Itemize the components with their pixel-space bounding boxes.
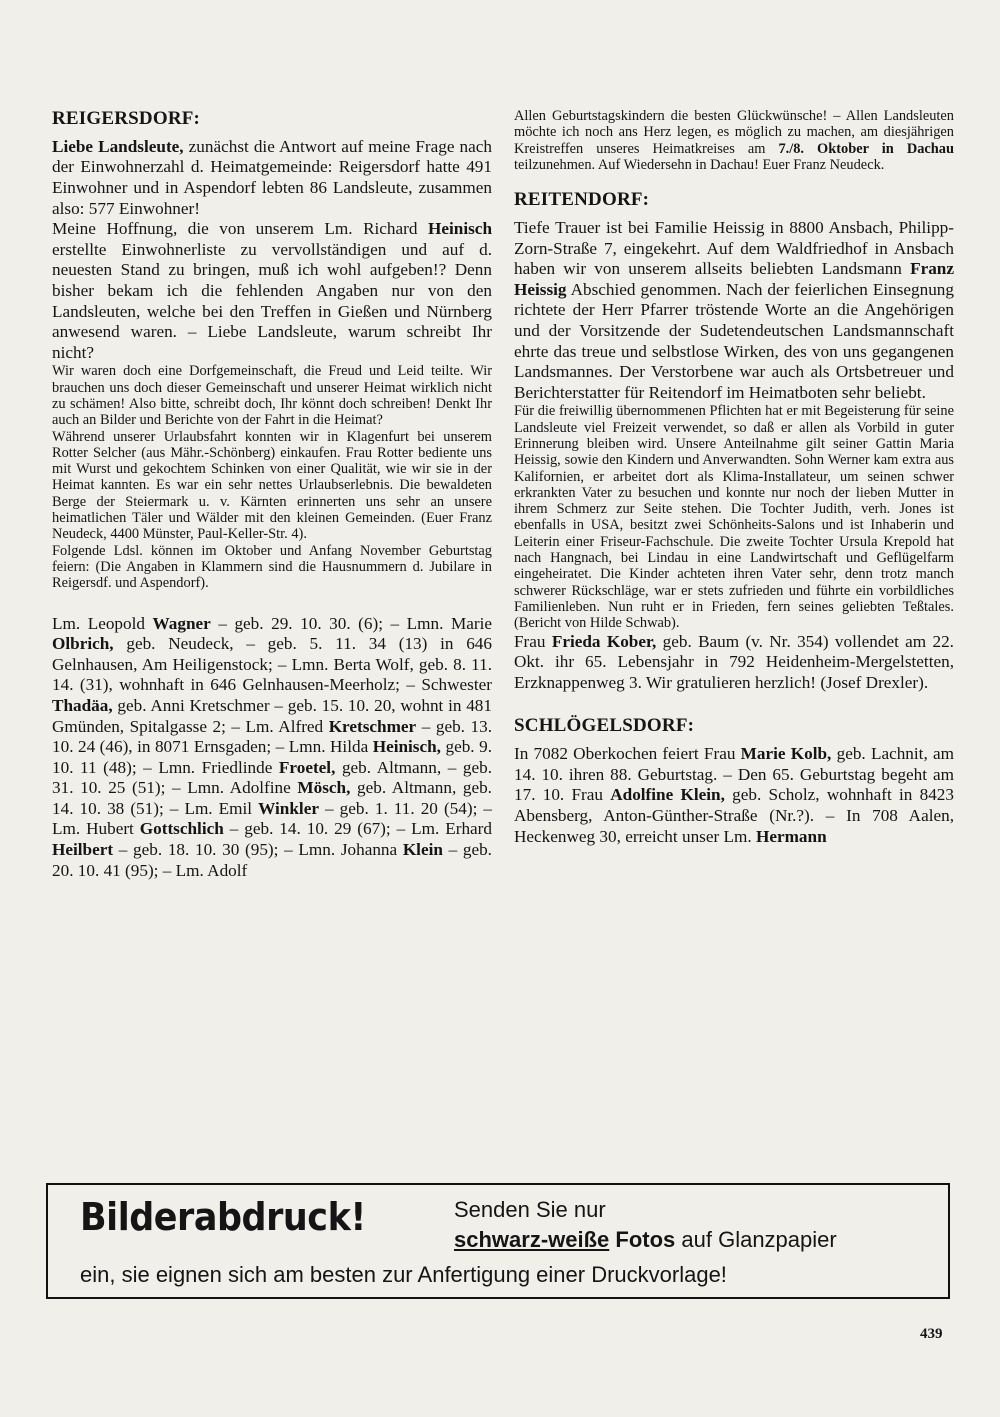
page-number: 439: [920, 1326, 943, 1342]
section-heading-reitendorf: REITENDORF:: [514, 189, 650, 211]
obituary-text-a: Tiefe Trauer ist bei Familie Heissig in 8800 Ansbach, Philipp-Zorn-Straße 7, eingekehrt. Auf dem Waldfriedhof in Ansbach haben wir von unserem allseits beliebten Landsmann: [514, 218, 954, 279]
sd-text-b: geb. Lachnit, am 14. 10. ihren 88. Geburtstag. – Den 65. Geburtstag begeht am 17. 10. Frau: [514, 744, 954, 805]
ad-title: Bilderabdruck!: [80, 1195, 366, 1239]
greetings-paragraph: [514, 108, 954, 173]
obituary-text-b: Abschied genommen. Nach der feierlichen Einsegnung richtete der Herr Pfarrer tröstende Worte an die Angehörigen und der Vorsitzende der Sudetendeutschen Landsmannschaft ehrte das treue und selbstlose Wirken, des von uns gegangenen Landsmannes. Der Verstorbene war auch als Ortsbetreuer und Berichterstatter für Reitendorf im Heimatboten sehr beliebt.: [514, 279, 954, 402]
sd-text-a: In 7082 Oberkochen feiert Frau: [514, 744, 741, 764]
bd-name: Olbrich,: [52, 634, 114, 654]
ad-line-3: ein, sie eignen sich am besten zur Anfertigung einer Druckvorlage!: [80, 1262, 727, 1287]
hope-name: Heinisch: [428, 219, 492, 239]
bd-text: geb. Altmann, – geb. 31. 10. 25 (51); – Lmn. Adolfine: [52, 757, 492, 798]
birthday-list: [52, 614, 492, 882]
bd-name: Heinisch,: [372, 737, 441, 757]
obituary-paragraph: [514, 218, 954, 403]
greetings-text-a: Allen Geburtstagskindern die besten Glückwünsche! – Allen Landsleuten möchte ich noch ans Herz legen, es möglich zu machen, am diesjährigen Kreistreffen unseres Heimatkreises am: [514, 108, 954, 157]
spacer: [514, 173, 954, 189]
sd-name: Hermann: [755, 826, 827, 846]
spacer: [52, 592, 492, 614]
ad-line-2-rest: auf Glanzpapier: [675, 1227, 837, 1252]
bd-text: geb. 9. 10. 11 (48); – Lmn. Friedlinde: [52, 737, 492, 777]
intro-lead: Liebe Landsleute,: [52, 136, 184, 156]
sd-name: Adolfine Klein,: [610, 785, 725, 805]
sd-text-c: geb. Scholz, wohnhaft in 8423 Abensberg, Anton-Günther-Straße (Nr.?). – In 708 Aalen, Heckenweg 30, erreicht unser Lm.: [514, 785, 954, 846]
bd-name: Mösch,: [297, 778, 351, 798]
bd-name: Gottschlich: [139, 819, 224, 839]
section-heading-reigersdorf: REIGERSDORF:: [52, 108, 201, 129]
bd-text: Lm. Leopold: [52, 613, 153, 633]
kober-text-b: geb. Baum (v. Nr. 354) vollendet am 22. Okt. ihr 65. Lebensjahr in 792 Heidenheim-Mergelstetten, Erzknappenweg 3. Wir gratulieren herzlich! (Josef Drexler).: [514, 631, 954, 692]
intro-paragraph: [52, 137, 492, 219]
bd-text: – geb. 14. 10. 29 (67); – Lm. Erhard: [223, 819, 492, 839]
bd-name: Klein: [402, 840, 443, 860]
bd-name: Kretschmer: [328, 716, 417, 736]
hope-paragraph: [52, 219, 492, 363]
hope-text-b: erstellte Einwohnerliste zu vervollständigen und auf d. neuesten Stand zu bringen, muß ich wohl aufgeben!? Denn bisher bekam ich die fehlenden Angaben nur von den Landsleuten, welche bei den Treffen in Gießen und Nürnberg anwesend waren. – Liebe Landsleute, warum schreibt Ihr nicht?: [52, 239, 492, 362]
birthday-intro-paragraph: Folgende Ldsl. können im Oktober und Anfang November Geburtstag feiern: (Die Angaben in Klammern sind die Hausnummern d. Jubilare in Reigersdf. und Aspendorf).: [52, 542, 492, 592]
bd-name: Winkler: [258, 798, 319, 818]
right-column: [514, 108, 954, 847]
bd-text: geb. Altmann, geb. 14. 10. 38 (51); – Lm. Emil: [52, 778, 492, 818]
photo-advertisement-box: [46, 1183, 950, 1299]
bd-name: Wagner: [152, 613, 211, 633]
obituary-details-paragraph: Für die freiwillig übernommenen Pflichten hat er mit Begeisterung für seine Landsleute viel Freizeit verwendet, so daß er allen als Vorbild in guter Erinnerung bleiben wird. Unsere Anteilnahme gilt seiner Gattin Maria Heissig, sowie den Kindern und Anverwandten. Sohn Werner kam extra aus Kalifornien, er arbeitet dort als Klima-Installateur, um seinen schwer erkrankten Vater zu besuchen und konnte nur noch der lieben Mutter in ihrem Schmerz zur Seite stehen. Die Tochter Judith, verh. Jones ist ebenfalls in USA, besitzt zwei Schönheits-Salons und ist Inhaberin und Leiterin einer Friseur-Fachschule. Die zweite Tochter Ursula Krepold hat nach Hangnach, bei Lindau in eine Landwirtschaft und Geflügelfarm eingeheiratet. Die Kinder achteten ihren Vater sehr, denn trotz manch schwerer Rückschläge, war er stets zufrieden und führte ein vorbildliches Familienleben. Nun ruht er in Frieden, fern seines geliebten Teßtales. (Bericht von Hilde Schwab).: [514, 403, 954, 632]
ad-line-2: [454, 1227, 837, 1253]
schloegelsdorf-paragraph: [514, 744, 954, 847]
ad-bold-text: Fotos: [609, 1227, 676, 1252]
bd-text: – geb. 1. 11. 20 (54); – Lm. Hubert: [52, 798, 493, 839]
section-heading-schloegelsdorf: SCHLÖGELSDORF:: [514, 715, 695, 737]
bd-name: Heilbert: [52, 840, 114, 860]
meeting-date: 7./8. Oktober in Dachau: [778, 140, 954, 157]
vacation-paragraph: Während unserer Urlaubsfahrt konnten wir in Klagenfurt bei unserem Rotter Selcher (aus Mähr.-Schönberg) einkaufen. Frau Rotter bediente uns mit Wurst und gekochtem Schinken von einer Qualität, wie wir sie in der Heimat kannten. Es war ein sehr nettes Urlaubserlebnis. Die bewaldeten Berge der Steiermark u. v. Kärnten erinnerten uns sehr an unsere heimatlichen Täler und Wälder mit den kleinen Gemeinden. (Euer Franz Neudeck, 4400 Münster, Paul-Keller-Str. 4).: [52, 428, 492, 543]
obituary-name: Franz Heissig: [514, 259, 954, 299]
bd-text: geb. Neudeck, – geb. 5. 11. 34 (13) in 646 Gelnhausen, Am Heiligenstock; – Lmn. Berta Wolf, geb. 8. 11. 14. (31), wohnhaft in 646 Gelnhausen-Meerholz; – Schwester: [52, 634, 492, 695]
greetings-text-b: teilzunehmen. Auf Wiedersehn in Dachau! Euer Franz Neudeck.: [514, 156, 885, 173]
bd-name: Thadäa,: [52, 695, 113, 715]
sd-name: Marie Kolb,: [740, 744, 832, 764]
bd-text: – geb. 20. 10. 41 (95); – Lm. Adolf: [52, 840, 492, 880]
ad-line-1: Senden Sie nur: [454, 1197, 606, 1222]
kober-paragraph: [514, 632, 954, 694]
left-column: [52, 108, 492, 881]
bd-text: – geb. 29. 10. 30. (6); – Lmn. Marie: [210, 613, 492, 633]
hope-text-a: Meine Hoffnung, die von unserem Lm. Richard: [52, 219, 429, 239]
kober-name: Frieda Kober,: [551, 631, 657, 651]
intro-text: zunächst die Antwort auf meine Frage nach der Einwohnerzahl d. Heimatgemeinde: Reigersdorf hatte 491 Einwohner und in Aspendorf lebten 86 Landsleute, zusammen also: 577 Einwohner!: [52, 136, 492, 218]
spacer: [514, 693, 954, 715]
ad-underlined-text: schwarz-weiße: [454, 1227, 610, 1252]
bd-text: – geb. 18. 10. 30 (95); – Lmn. Johanna: [113, 840, 403, 860]
bd-name: Froetel,: [278, 757, 336, 777]
bd-text: geb. Anni Kretschmer – geb. 15. 10. 20, wohnt in 481 Gmünden, Spitalgasse 2; – Lm. Alfred: [52, 695, 492, 736]
kober-text-a: Frau: [514, 631, 552, 651]
community-paragraph: Wir waren doch eine Dorfgemeinschaft, die Freud und Leid teilte. Wir brauchen uns doch dieser Gemeinschaft und unserer Heimat wirklich nicht zu schämen! Also bitte, schreibt doch, Ihr könnt doch schreiben! Denkt Ihr auch an Bilder und Berichte von der Fahrt in die Heimat?: [52, 363, 492, 429]
bd-text: – geb. 13. 10. 24 (46), in 8071 Ernsgaden; – Lmn. Hilda: [52, 716, 492, 757]
